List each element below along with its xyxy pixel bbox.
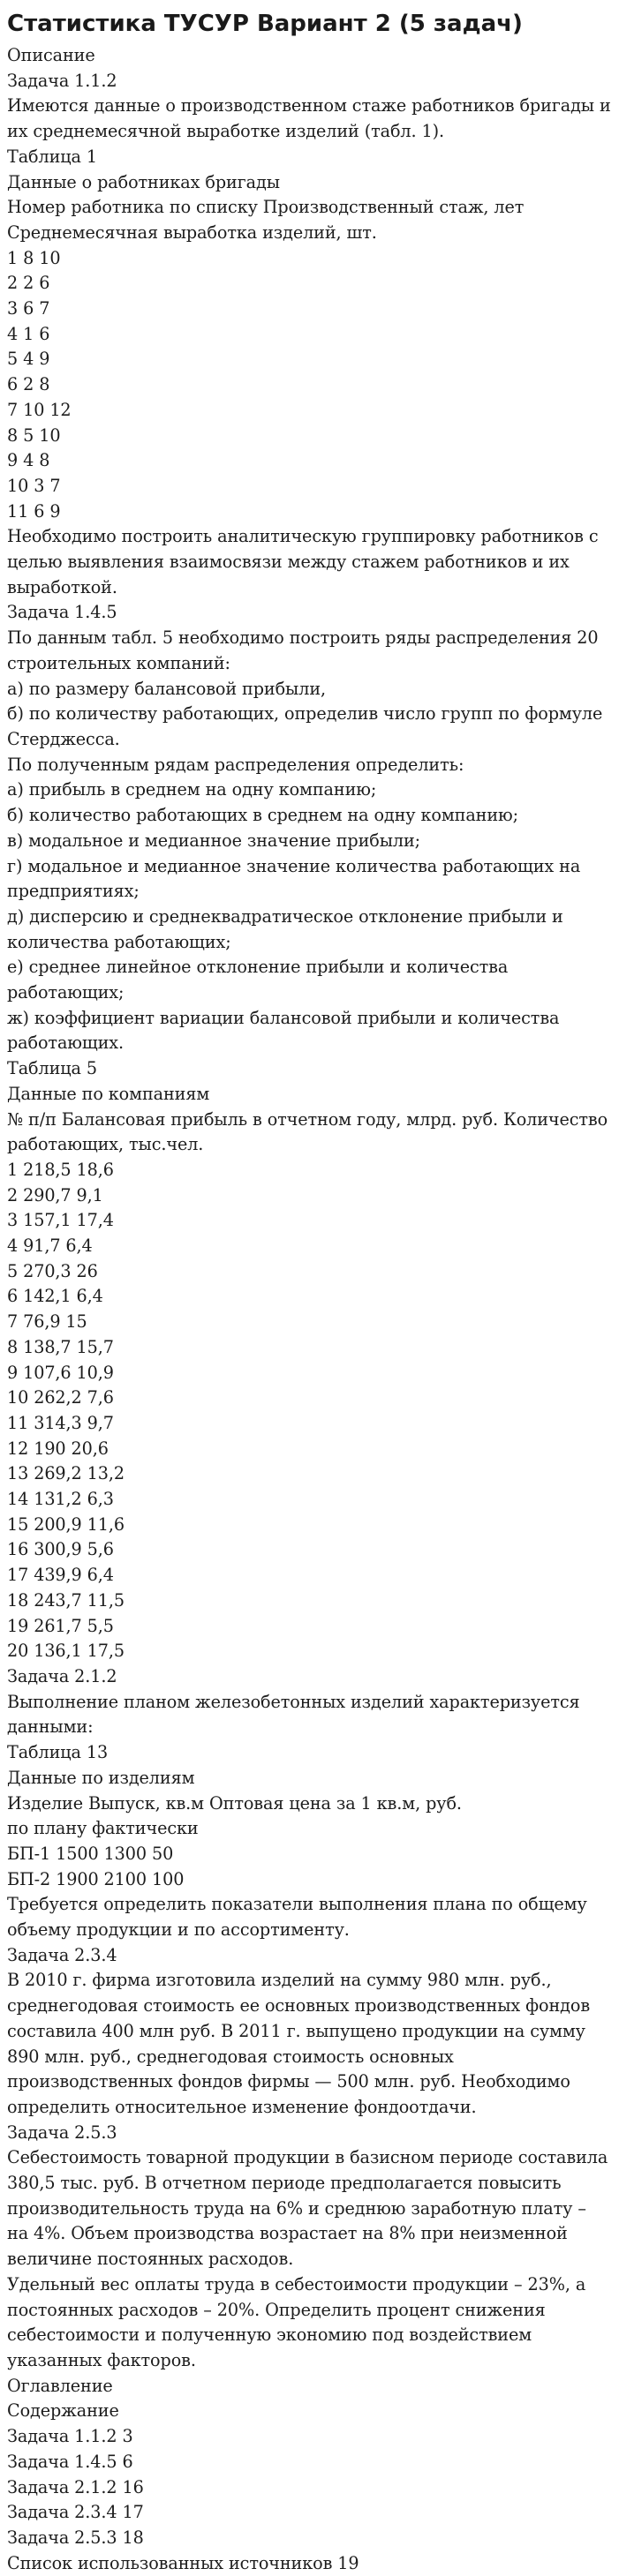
text-line: 6 2 8 xyxy=(7,374,50,395)
text-line: а) по размеру балансовой прибыли, xyxy=(7,678,327,699)
text-line: Задача 2.3.4 xyxy=(7,1944,117,1965)
text-line: Таблица 1 xyxy=(7,146,97,167)
text-line: 12 190 20,6 xyxy=(7,1438,109,1459)
text-line: 6 142,1 6,4 xyxy=(7,1286,103,1307)
text-line: ж) коэффициент вариации балансовой прибыли и количества работающих. xyxy=(7,1007,560,1054)
text-line: 8 138,7 15,7 xyxy=(7,1336,114,1357)
text-line: Данные по компаниям xyxy=(7,1083,210,1104)
text-line: е) среднее линейное отклонение прибыли и количества работающих; xyxy=(7,957,509,1003)
text-line: 17 439,9 6,4 xyxy=(7,1565,114,1586)
text-line: Требуется определить показатели выполнения плана по общему объему продукции и по ассортименту. xyxy=(7,1894,587,1941)
text-line: В 2010 г. фирма изготовила изделий на сумму 980 млн. руб., среднегодовая стоимость ее основных производственных фондов составила 400 млн руб. В 2011 г. выпущено продукции на сумму 890 млн. руб., среднегодовая стоимость основных производственных фондов фирмы — 500 млн. руб. Необходимо определить относительное изменение фондоотдачи. xyxy=(7,1970,591,2117)
text-line: 19 261,7 5,5 xyxy=(7,1615,114,1636)
text-line: 5 4 9 xyxy=(7,349,50,370)
text-line: 14 131,2 6,3 xyxy=(7,1489,114,1510)
text-line: д) дисперсию и среднеквадратическое отклонение прибыли и количества работающих; xyxy=(7,905,563,952)
text-line: 1 218,5 18,6 xyxy=(7,1159,114,1180)
text-line: Задача 2.3.4 17 xyxy=(7,2502,144,2523)
text-line: 5 270,3 26 xyxy=(7,1260,98,1281)
text-line: Задача 1.1.2 xyxy=(7,70,117,91)
text-line: № п/п Балансовая прибыль в отчетном году, млрд. руб. Количество работающих, тыс.чел. xyxy=(7,1108,608,1155)
text-line: 2 2 6 xyxy=(7,273,50,294)
text-line: БП-2 1900 2100 100 xyxy=(7,1868,185,1889)
text-line: Данные по изделиям xyxy=(7,1767,195,1788)
text-line: Задача 2.5.3 18 xyxy=(7,2527,144,2548)
text-line: Содержание xyxy=(7,2400,119,2422)
text-line: 20 136,1 17,5 xyxy=(7,1641,125,1662)
text-line: Список использованных источников 19 xyxy=(7,2552,359,2573)
text-line: 10 262,2 7,6 xyxy=(7,1387,114,1408)
text-line: Изделие Выпуск, кв.м Оптовая цена за 1 кв.м, руб. xyxy=(7,1792,462,1814)
text-line: 3 157,1 17,4 xyxy=(7,1210,114,1231)
text-line: 18 243,7 11,5 xyxy=(7,1589,125,1611)
text-line: Задача 2.1.2 16 xyxy=(7,2476,144,2497)
text-line: 7 76,9 15 xyxy=(7,1311,87,1333)
text-line: По полученным рядам распределения определить: xyxy=(7,754,464,775)
text-line: 10 3 7 xyxy=(7,475,61,496)
text-line: 3 6 7 xyxy=(7,298,50,319)
text-line: Удельный вес оплаты труда в себестоимости продукции – 23%, а постоянных расходов – 20%. Определить процент снижения себестоимости и полученную экономию под воздействием указанных факторов. xyxy=(7,2273,586,2370)
text-line: а) прибыль в среднем на одну компанию; xyxy=(7,779,377,800)
text-line: Задача 2.5.3 xyxy=(7,2122,117,2143)
text-line: 1 8 10 xyxy=(7,247,61,268)
text-line: Себестоимость товарной продукции в базисном периоде составила 380,5 тыс. руб. В отчетном периоде предполагается повысить производительность труда на 6% и среднюю заработную плату – на 4%. Объем производства возрастает на 8% при неизменной величине постоянных расходов. xyxy=(7,2147,608,2270)
text-line: По данным табл. 5 необходимо построить ряды распределения 20 строительных компаний: xyxy=(7,627,599,673)
text-line: БП-1 1500 1300 50 xyxy=(7,1843,174,1864)
text-line: Необходимо построить аналитическую группировку работников с целью выявления взаимосвязи между стажем работников и их выработкой. xyxy=(7,526,599,597)
text-line: 11 314,3 9,7 xyxy=(7,1412,114,1433)
text-line: Данные о работниках бригады xyxy=(7,171,280,192)
text-line: Задача 1.4.5 xyxy=(7,602,117,623)
text-line: Задача 1.4.5 6 xyxy=(7,2451,133,2472)
text-line: г) модальное и медианное значение количества работающих на предприятиях; xyxy=(7,855,581,902)
text-line: 4 1 6 xyxy=(7,323,50,344)
text-line: 2 290,7 9,1 xyxy=(7,1184,103,1205)
text-line: Задача 1.1.2 3 xyxy=(7,2426,133,2447)
text-line: Номер работника по списку Производственный стаж, лет Среднемесячная выработка изделий, шт. xyxy=(7,197,525,243)
text-line: 16 300,9 5,6 xyxy=(7,1539,114,1560)
text-line: по плану фактически xyxy=(7,1818,199,1839)
text-line: Таблица 5 xyxy=(7,1058,97,1079)
document-body xyxy=(7,43,612,2576)
text-line: Задача 2.1.2 xyxy=(7,1666,117,1686)
text-line: Таблица 13 xyxy=(7,1742,109,1763)
text-line: б) количество работающих в среднем на одну компанию; xyxy=(7,805,519,826)
text-line: 9 4 8 xyxy=(7,450,50,471)
text-line: в) модальное и медианное значение прибыли; xyxy=(7,830,421,851)
text-line: 4 91,7 6,4 xyxy=(7,1235,93,1257)
document-title: Статистика ТУСУР Вариант 2 (5 задач) xyxy=(7,11,523,37)
text-line: Имеются данные о производственном стаже работников бригады и их среднемесячной выработке изделий (табл. 1). xyxy=(7,95,611,142)
text-line: 13 269,2 13,2 xyxy=(7,1463,125,1484)
text-line: 7 10 12 xyxy=(7,399,72,420)
text-line: Оглавление xyxy=(7,2375,113,2396)
text-line: Описание xyxy=(7,45,95,65)
text-line: 15 200,9 11,6 xyxy=(7,1513,125,1535)
text-line: 8 5 10 xyxy=(7,424,61,446)
text-line: Выполнение планом железобетонных изделий характеризуется данными: xyxy=(7,1691,580,1738)
text-line: 9 107,6 10,9 xyxy=(7,1362,114,1383)
text-line: 11 6 9 xyxy=(7,500,61,522)
text-line: б) по количеству работающих, определив число групп по формуле Стерджесса. xyxy=(7,703,603,749)
